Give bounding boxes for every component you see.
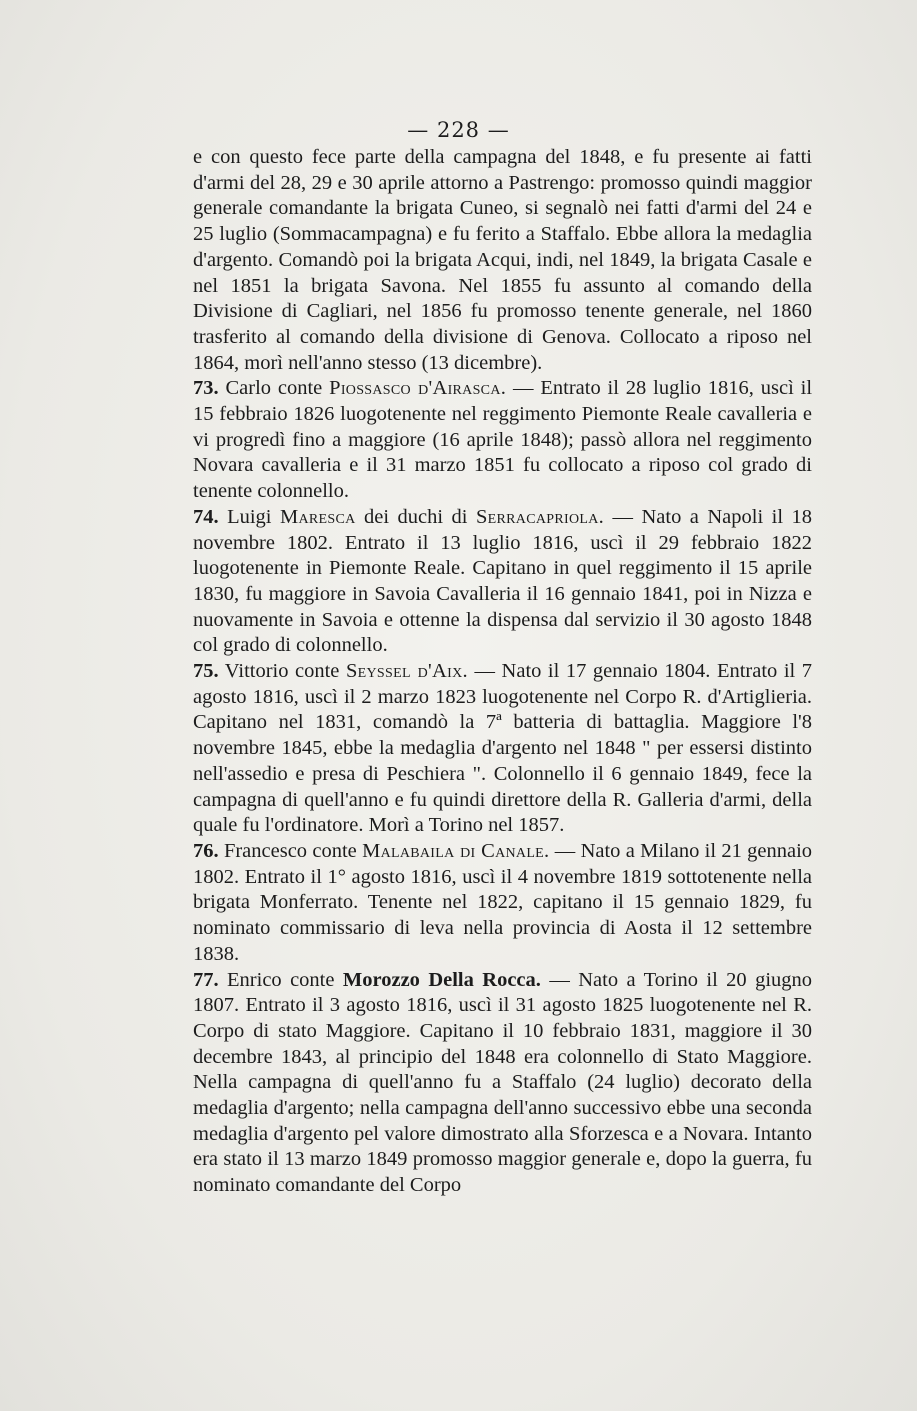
entry-surname: Maresca [279, 505, 356, 528]
entry-number: 77. [193, 968, 219, 991]
entry-number: 76. [193, 839, 219, 862]
entry-text: — Entrato il 28 luglio 1816, uscì il 15 febbraio 1826 luogotenente nel reggimento Piemonte Reale cavalleria e vi progredì fino a maggiore (16 aprile 1848); passò allora nel reggimento Novara cavalleria e il 31 marzo 1851 fu collocato a riposo col grado di tenente colonnello. [193, 377, 813, 503]
entry-number: 73. [193, 377, 219, 400]
entry-text: — Nato a Napoli il 18 novembre 1802. Entrato il 13 luglio 1816, uscì il 29 febbraio 1822 luogotenente in Piemonte Reale. Capitano in quel reggimento il 15 aprile 1830, fu maggiore in Savoia Cavalleria il 16 gennaio 1841, poi in Nizza e nuovamente in Savoia e ottenne la dispensa dal servizio il 30 agosto 1848 col grado di colonnello. [193, 505, 812, 657]
entry-surname: Malabaila di Canale. [362, 839, 550, 862]
entry-given-name: Enrico conte [227, 968, 335, 991]
entry-surname: Morozzo Della Rocca. [342, 968, 541, 991]
entry-text: — Nato a Milano il 21 gennaio 1802. Entrato il 1° agosto 1816, uscì il 4 novembre 1819 sottotenente nella brigata Monferrato. Tenente nel 1822, capitano il 15 gennaio 1829, fu nominato commissario di leva nella provincia di Aosta il 12 settembre 1838. [193, 839, 813, 965]
entry-given-name: Luigi [227, 505, 272, 528]
page-number: — 228 — [407, 118, 510, 142]
entry-text: — Nato a Torino il 20 giugno 1807. Entrato il 3 agosto 1816, uscì il 31 agosto 1825 luogotenente nel R. Corpo di stato Maggiore. Capitano il 10 febbraio 1831, maggiore il 30 decembre 1843, al principio del 1848 era colonnello di Stato Maggiore. Nella campagna di quell'anno fu a Staffalo (24 luglio) decorato della medaglia d'argento; nella campagna dell'anno successivo ebbe una seconda medaglia d'argento pel valore dimostrato alla Sforzesca e a Novara. Intanto era stato il 13 marzo 1849 promosso maggior generale e, dopo la guerra, fu nominato comandante del Corpo [193, 968, 813, 1197]
entry-surname-2: Serracapriola. [475, 505, 605, 528]
entry-surname: Piossasco d'Airasca. [329, 377, 507, 400]
entry-77 [193, 968, 812, 1199]
intro-paragraph: e con questo fece parte della campagna del 1848, e fu presente ai fatti d'armi del 28, 29 e 30 aprile attorno a Pastrengo: promosso quindi maggior generale comandante la brigata Cuneo, si segnalò nei fatti d'armi del 24 e 25 luglio (Sommacampagna) e fu ferito a Staffalo. Ebbe allora la medaglia d'argento. Comandò poi la brigata Acqui, indi, nel 1849, la brigata Casale e nel 1851 la brigata Savona. Nel 1855 fu assunto al comando della Divisione di Cagliari, nel 1856 fu promosso tenente generale, nel 1860 trasferito al comando della divisione di Genova. Collocato a riposo nel 1864, morì nell'anno stesso (13 dicembre). [193, 146, 812, 374]
entry-number: 74. [193, 505, 219, 528]
entry-given-name: Vittorio conte [224, 660, 340, 683]
entry-75 [193, 659, 812, 839]
entry-74 [193, 505, 812, 659]
entry-73 [193, 376, 812, 505]
entry-number: 75. [193, 660, 219, 683]
entry-76 [193, 839, 812, 968]
page-body [193, 145, 812, 1199]
entry-middle: dei duchi di [364, 505, 468, 528]
entry-given-name: Carlo conte [225, 377, 323, 400]
entry-text: — Nato il 17 gennaio 1804. Entrato il 7 agosto 1816, uscì il 2 marzo 1823 luogotenente nel Corpo R. d'Artiglieria. Capitano nel 1831, comandò la 7ª batteria di battaglia. Maggiore l'8 novembre 1845, ebbe la medaglia d'argento nel 1848 " per essersi distinto nell'assedio e presa di Peschiera ". Colonnello il 6 gennaio 1849, fece la campagna di quell'anno e fu quindi direttore della R. Galleria d'armi, della quale fu l'ordinatore. Morì a Torino nel 1857. [193, 660, 813, 837]
entry-surname: Seyssel d'Aix. [345, 660, 468, 683]
entry-given-name: Francesco conte [223, 839, 357, 862]
